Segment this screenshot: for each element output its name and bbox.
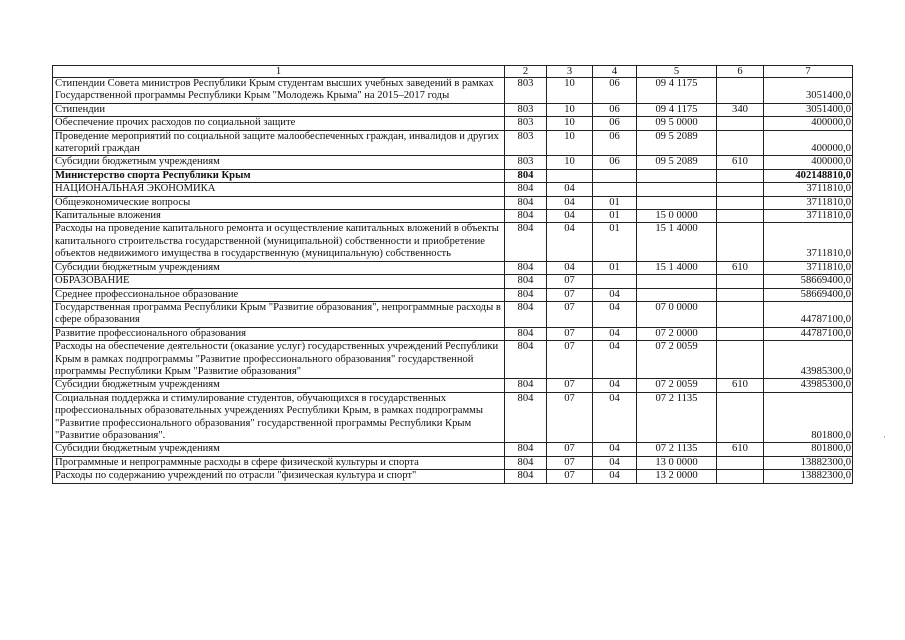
- cell-subsection: 01: [593, 210, 637, 223]
- cell-amount: 3711810,0: [764, 196, 853, 209]
- cell-amount: 58669400,0: [764, 275, 853, 288]
- cell-section: [547, 169, 593, 182]
- cell-target-article: [637, 288, 717, 301]
- cell-section: 07: [547, 392, 593, 443]
- cell-item-name: Среднее профессиональное образование: [53, 288, 505, 301]
- cell-expense-type: [717, 275, 764, 288]
- cell-admin-code: 803: [505, 78, 547, 104]
- cell-expense-type: [717, 288, 764, 301]
- header-cell-6: 6: [717, 66, 764, 78]
- cell-admin-code: 804: [505, 169, 547, 182]
- cell-admin-code: 804: [505, 275, 547, 288]
- cell-amount: 3711810,0: [764, 210, 853, 223]
- cell-amount: 801800,0: [764, 392, 853, 443]
- cell-section: 10: [547, 130, 593, 156]
- cell-subsection: [593, 275, 637, 288]
- cell-section: 10: [547, 78, 593, 104]
- table-row: [53, 456, 853, 469]
- table-row: [53, 275, 853, 288]
- cell-subsection: 04: [593, 392, 637, 443]
- cell-admin-code: 804: [505, 223, 547, 261]
- cell-expense-type: [717, 210, 764, 223]
- cell-expense-type: [717, 456, 764, 469]
- cell-target-article: 09 5 2089: [637, 130, 717, 156]
- cell-subsection: 04: [593, 443, 637, 456]
- cell-section: 07: [547, 443, 593, 456]
- cell-expense-type: [717, 78, 764, 104]
- cell-admin-code: 803: [505, 156, 547, 169]
- cell-amount: 400000,0: [764, 156, 853, 169]
- cell-expense-type: [717, 117, 764, 130]
- cell-admin-code: 804: [505, 183, 547, 196]
- cell-item-name: Социальная поддержка и стимулирование студентов, обучающихся в государственных профессиональных образовательных учреждениях Республики Крым, в рамках подпрограммы "Развитие профессионального образования" государственной программы Республики Крым "Развитие образования".: [53, 392, 505, 443]
- cell-admin-code: 804: [505, 443, 547, 456]
- cell-amount: 400000,0: [764, 130, 853, 156]
- cell-target-article: 07 2 0059: [637, 379, 717, 392]
- cell-item-name: Расходы на обеспечение деятельности (оказание услуг) государственных учреждений Республики Крым в рамках подпрограммы "Развитие профессионального образования" государственной программы Республики Крым "Развитие образования": [53, 341, 505, 379]
- table-row: [53, 327, 853, 340]
- cell-amount: 3051400,0: [764, 103, 853, 116]
- cell-item-name: Субсидии бюджетным учреждениям: [53, 261, 505, 274]
- table-row: [53, 130, 853, 156]
- cell-expense-type: 340: [717, 103, 764, 116]
- table-row: [53, 78, 853, 104]
- cell-admin-code: 804: [505, 341, 547, 379]
- cell-admin-code: 804: [505, 261, 547, 274]
- cell-section: 10: [547, 103, 593, 116]
- cell-amount: 58669400,0: [764, 288, 853, 301]
- cell-subsection: 06: [593, 103, 637, 116]
- cell-admin-code: 804: [505, 379, 547, 392]
- cell-expense-type: [717, 470, 764, 483]
- cell-section: 07: [547, 327, 593, 340]
- cell-target-article: [637, 196, 717, 209]
- table-row: [53, 392, 853, 443]
- cell-expense-type: 610: [717, 156, 764, 169]
- cell-admin-code: 804: [505, 470, 547, 483]
- cell-subsection: 06: [593, 156, 637, 169]
- cell-section: 07: [547, 341, 593, 379]
- cell-item-name: Субсидии бюджетным учреждениям: [53, 443, 505, 456]
- header-cell-4: 4: [593, 66, 637, 78]
- cell-item-name: Министерство спорта Республики Крым: [53, 169, 505, 182]
- cell-subsection: 01: [593, 223, 637, 261]
- table-row: [53, 341, 853, 379]
- cell-amount: 44787100,0: [764, 327, 853, 340]
- cell-target-article: 09 4 1175: [637, 103, 717, 116]
- table-row: [53, 223, 853, 261]
- cell-target-article: 09 5 0000: [637, 117, 717, 130]
- header-cell-7: 7: [764, 66, 853, 78]
- cell-section: 07: [547, 379, 593, 392]
- cell-target-article: 07 0 0000: [637, 301, 717, 327]
- cell-item-name: Расходы по содержанию учреждений по отрасли "физическая культура и спорт": [53, 470, 505, 483]
- cell-amount: 3711810,0: [764, 223, 853, 261]
- cell-section: 10: [547, 117, 593, 130]
- cell-section: 07: [547, 456, 593, 469]
- cell-expense-type: [717, 169, 764, 182]
- cell-admin-code: 804: [505, 196, 547, 209]
- cell-target-article: [637, 275, 717, 288]
- cell-subsection: 04: [593, 301, 637, 327]
- cell-subsection: 04: [593, 470, 637, 483]
- cell-item-name: Общеэкономические вопросы: [53, 196, 505, 209]
- cell-target-article: 07 2 0000: [637, 327, 717, 340]
- budget-table: [52, 65, 853, 484]
- cell-admin-code: 804: [505, 301, 547, 327]
- cell-amount: 43985300,0: [764, 379, 853, 392]
- cell-amount: 13882300,0: [764, 456, 853, 469]
- cell-subsection: 04: [593, 327, 637, 340]
- cell-target-article: 13 2 0000: [637, 470, 717, 483]
- cell-amount: 3711810,0: [764, 183, 853, 196]
- cell-amount: 43985300,0: [764, 341, 853, 379]
- cell-target-article: 09 5 2089: [637, 156, 717, 169]
- cell-expense-type: [717, 183, 764, 196]
- cell-target-article: 07 2 0059: [637, 341, 717, 379]
- cell-item-name: Государственная программа Республики Крым "Развитие образования", непрограммные расходы в сфере образования: [53, 301, 505, 327]
- cell-admin-code: 804: [505, 392, 547, 443]
- cell-subsection: 06: [593, 78, 637, 104]
- cell-expense-type: [717, 327, 764, 340]
- cell-target-article: 15 0 0000: [637, 210, 717, 223]
- cell-amount: 400000,0: [764, 117, 853, 130]
- cell-subsection: 04: [593, 288, 637, 301]
- header-cell-2: 2: [505, 66, 547, 78]
- header-cell-5: 5: [637, 66, 717, 78]
- budget-table-body: [53, 66, 853, 484]
- cell-item-name: Проведение мероприятий по социальной защите малообеспеченных граждан, инвалидов и других категорий граждан: [53, 130, 505, 156]
- cell-expense-type: [717, 301, 764, 327]
- cell-amount: 44787100,0: [764, 301, 853, 327]
- cell-section: 07: [547, 288, 593, 301]
- table-row: [53, 379, 853, 392]
- cell-item-name: Субсидии бюджетным учреждениям: [53, 379, 505, 392]
- cell-subsection: 04: [593, 379, 637, 392]
- cell-amount: 3711810,0: [764, 261, 853, 274]
- cell-amount: 13882300,0: [764, 470, 853, 483]
- cell-expense-type: [717, 392, 764, 443]
- cell-section: 04: [547, 223, 593, 261]
- cell-expense-type: 610: [717, 379, 764, 392]
- cell-section: 07: [547, 275, 593, 288]
- cell-item-name: Субсидии бюджетным учреждениям: [53, 156, 505, 169]
- cell-admin-code: 803: [505, 117, 547, 130]
- cell-amount: 3051400,0: [764, 78, 853, 104]
- cell-item-name: Стипендии Совета министров Республики Крым студентам высших учебных заведений в рамках Государственной программы Республики Крым "Молодежь Крыма" на 2015–2017 годы: [53, 78, 505, 104]
- cell-subsection: [593, 169, 637, 182]
- cell-section: 07: [547, 301, 593, 327]
- cell-admin-code: 803: [505, 103, 547, 116]
- cell-subsection: 04: [593, 456, 637, 469]
- cell-target-article: 13 0 0000: [637, 456, 717, 469]
- cell-target-article: [637, 183, 717, 196]
- cell-target-article: 15 1 4000: [637, 261, 717, 274]
- cell-subsection: 01: [593, 261, 637, 274]
- cell-amount: 801800,0: [764, 443, 853, 456]
- table-row: [53, 117, 853, 130]
- cell-section: 10: [547, 156, 593, 169]
- cell-subsection: [593, 183, 637, 196]
- table-row: [53, 196, 853, 209]
- cell-admin-code: 804: [505, 456, 547, 469]
- cell-admin-code: 804: [505, 210, 547, 223]
- cell-item-name: Расходы на проведение капитального ремонта и осуществление капитальных вложений в объекты капитального строительства государственной (муниципальной) собственности и приобретение объектов недвижимого имущества в государственную (муниципальную) собственность: [53, 223, 505, 261]
- table-row: [53, 103, 853, 116]
- cell-expense-type: [717, 223, 764, 261]
- margin-mark: ·: [883, 432, 886, 442]
- table-row: [53, 169, 853, 182]
- cell-subsection: 04: [593, 341, 637, 379]
- cell-item-name: Обеспечение прочих расходов по социальной защите: [53, 117, 505, 130]
- cell-item-name: Развитие профессионального образования: [53, 327, 505, 340]
- cell-target-article: [637, 169, 717, 182]
- header-cell-3: 3: [547, 66, 593, 78]
- table-row: [53, 183, 853, 196]
- table-row: [53, 288, 853, 301]
- cell-section: 04: [547, 196, 593, 209]
- table-row: [53, 156, 853, 169]
- cell-admin-code: 804: [505, 288, 547, 301]
- cell-item-name: Программные и непрограммные расходы в сфере физической культуры и спорта: [53, 456, 505, 469]
- cell-subsection: 06: [593, 117, 637, 130]
- cell-amount: 402148810,0: [764, 169, 853, 182]
- cell-expense-type: [717, 196, 764, 209]
- table-row: [53, 470, 853, 483]
- cell-item-name: ОБРАЗОВАНИЕ: [53, 275, 505, 288]
- cell-expense-type: 610: [717, 261, 764, 274]
- cell-section: 07: [547, 470, 593, 483]
- cell-item-name: НАЦИОНАЛЬНАЯ ЭКОНОМИКА: [53, 183, 505, 196]
- cell-subsection: 06: [593, 130, 637, 156]
- cell-item-name: Стипендии: [53, 103, 505, 116]
- cell-target-article: 09 4 1175: [637, 78, 717, 104]
- table-row: [53, 301, 853, 327]
- cell-subsection: 01: [593, 196, 637, 209]
- cell-section: 04: [547, 210, 593, 223]
- cell-target-article: 15 1 4000: [637, 223, 717, 261]
- cell-target-article: 07 2 1135: [637, 392, 717, 443]
- table-row: [53, 443, 853, 456]
- header-cell-1: 1: [53, 66, 505, 78]
- cell-section: 04: [547, 261, 593, 274]
- cell-item-name: Капитальные вложения: [53, 210, 505, 223]
- table-row: [53, 261, 853, 274]
- cell-target-article: 07 2 1135: [637, 443, 717, 456]
- table-row: [53, 210, 853, 223]
- cell-admin-code: 803: [505, 130, 547, 156]
- cell-expense-type: [717, 130, 764, 156]
- cell-expense-type: [717, 341, 764, 379]
- cell-section: 04: [547, 183, 593, 196]
- cell-expense-type: 610: [717, 443, 764, 456]
- header-row: [53, 66, 853, 78]
- cell-admin-code: 804: [505, 327, 547, 340]
